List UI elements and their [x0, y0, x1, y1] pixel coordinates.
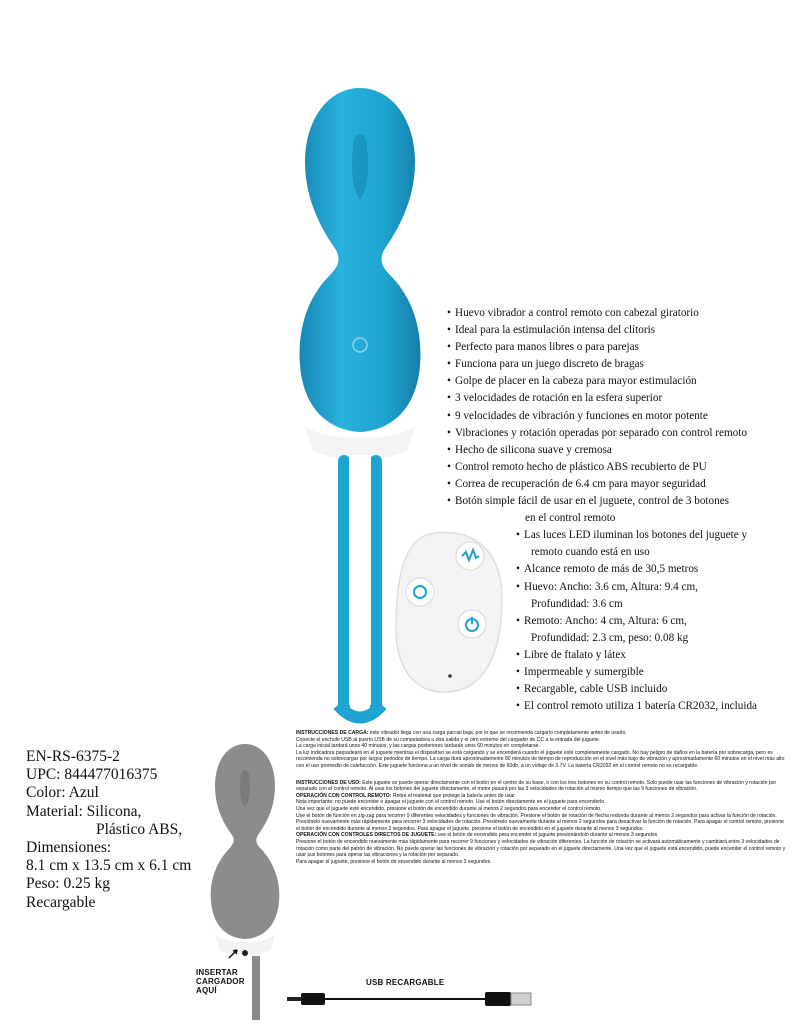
feature-text: Remoto: Ancho: 4 cm, Altura: 6 cm,: [524, 614, 687, 627]
charge-title: INSTRUCCIONES DE CARGA:: [296, 730, 369, 736]
feature-item: • Huevo vibrador a control remoto con cabezal giratorio: [447, 305, 797, 322]
usb-cable-image: [285, 985, 535, 1015]
rechargeable: Recargable: [26, 893, 96, 911]
feature-text-continued: en el control remoto: [525, 512, 616, 525]
feature-text: Botón simple fácil de usar en el juguete, control de 3 botones: [455, 495, 730, 508]
feature-item: • Funciona para un juego discreto de bragas: [447, 356, 797, 373]
color: Color: Azul: [26, 784, 99, 802]
direct-instructions: [296, 832, 786, 839]
remote-title: OPERACIÓN CON CONTROL REMOTO:: [296, 792, 392, 799]
use-instructions: [296, 780, 786, 793]
instruction-text: use el botón de encendido para encender el juguete presionándolo durante al menos 3 segundos.: [436, 832, 659, 839]
dimensions-label: Dimensiones:: [26, 839, 112, 857]
instruction-text: Este juguete se puede operar directamente con el botón en el centro de su base, o con los tres botones en su control remoto. Solo puede usar las funciones de vibración y rotación por separado con el control remoto. Al usar los botones del juguete directamente, el motor pasará por las 3 velocidades de rotación al mismo tiempo que las 9 funciones de vibración.: [296, 779, 777, 793]
feature-item: • Recargable, cable USB incluido: [447, 681, 797, 698]
feature-text-continued: Profundidad: 2.3 cm, peso: 0.08 kg: [531, 631, 689, 644]
feature-item: • Libre de ftalato y látex: [447, 647, 797, 664]
feature-item: • Golpe de placer en la cabeza para mayor estimulación: [447, 373, 797, 390]
feature-item: [447, 579, 797, 613]
feature-item: • Ideal para la estimulación intensa del clítoris: [447, 322, 797, 339]
instruction-text: Presione el botón de encendido nuevamente más rápidamente para recorrer 9 funciones y velocidades de vibración diferentes. La función de rotación se activará automáticamente y cambiará entre 3 velocidades de rotación como parte del patrón de vibración. No puede operar las funciones de vibración y rotación por separado en el juguete directamente. Una vez que el juguete está encendido, puede encender el control remoto y usar sus botones para operar las vibraciones y la rotación por separado.: [296, 838, 786, 859]
usb-label: USB RECARGABLE: [366, 978, 445, 987]
material: Material: Silicona,: [26, 802, 142, 820]
instruction-text: La carga inicial tardará unos 40 minutos, y las cargas posteriores tardarán unos 60 minutos en completarse.: [296, 743, 540, 750]
feature-text: Huevo: Ancho: 3.6 cm, Altura: 9.4 cm,: [524, 580, 699, 593]
upc: UPC: 844477016375: [26, 766, 158, 784]
charger-label: [196, 968, 245, 995]
feature-text: Las luces LED iluminan los botones del juguete y: [524, 529, 748, 542]
feature-item: • El control remoto utiliza 1 batería CR2032, incluida: [447, 698, 797, 715]
material-continued: Plástico ABS,: [96, 820, 183, 838]
instruction-text: Para apagar el juguete, presione el botón de encendido durante al menos 3 segundos.: [296, 858, 492, 865]
feature-item: • 9 velocidades de vibración y funciones en motor potente: [447, 408, 797, 425]
remote-instructions: [296, 793, 786, 800]
feature-item: • Impermeable y sumergible: [447, 664, 797, 681]
charger-label-line: INSERTAR: [196, 968, 238, 977]
instruction-text: Retire el material que protege la batería antes de usar.: [391, 792, 517, 799]
weight: Peso: 0.25 kg: [26, 875, 110, 893]
instruction-text: Use el botón de función en zig-zag para recorrer 9 diferentes velocidades y funciones de vibración. Presione el botón de rotación de flecha redonda durante al menos 2 segundos para activar la función de rotación. Presiónelo nuevamente más rápidamente para recorrer 3 velocidades de rotación. Presiónelo nuevamente durante al menos 2 segundos para desactivar la función de rotación. Para apagar el control remoto, presione el botón de encendido durante al menos 3 segundos. Para apagar el juguete, presione el botón de encendido en el juguete durante al menos 3 segundos.: [296, 812, 784, 832]
direct-title: OPERACIÓN CON CONTROLES DIRECTOS DE JUGUETE:: [296, 832, 437, 839]
dimensions-value: 8.1 cm x 13.5 cm x 6.1 cm: [26, 857, 192, 875]
feature-item: • Vibraciones y rotación operadas por separado con control remoto: [447, 425, 797, 442]
feature-item: • Correa de recuperación de 6.4 cm para mayor seguridad: [447, 476, 797, 493]
instruction-text: La luz indicadora parpadeará en el juguete mientras el dispositivo se está cargando y se encenderá cuando el juguete esté completamente cargado. No hay peligro de daños en la batería por sobrecarga, pero es recomienda no sobrecargar por largos periodos de tiempo. La carga dura aproximadamente 80 minutos de tiempo de reproducción en el nivel más bajo de vibración y aproximadamente 60 minutos en el nivel más alto con el uso promedio de calefacción. Este juguete funciona a un nivel de sonido de menos de 60db, a un voltaje de 3.7V. La batería CR2032 en el control remoto no es recargable.: [296, 749, 785, 769]
feature-text-continued: remoto cuando está en uso: [531, 546, 650, 559]
charge-instructions: [296, 730, 786, 737]
feature-item: [447, 527, 797, 561]
charger-label-line: CARGADOR: [196, 977, 245, 986]
charger-label-line: AQUÍ: [196, 986, 217, 995]
feature-text-continued: Profundidad: 3.6 cm: [531, 597, 623, 610]
instruction-text: Una vez que el juguete esté encendido, presione el botón de encendido durante al menos 2 segundos para encender el control remoto.: [296, 805, 602, 812]
feature-item: [447, 493, 797, 527]
instructions-block: [296, 730, 786, 865]
instruction-text: este vibrador llega con una carga parcial baja, por lo que se recomienda cargarlo completamente antes de usarlo.: [368, 730, 627, 736]
feature-item: • 3 velocidades de rotación en la esfera superior: [447, 390, 797, 407]
feature-list: [447, 305, 797, 715]
feature-item: • Perfecto para manos libres o para parejas: [447, 339, 797, 356]
instruction-text: Conecte el enchufe USB al puerto USB de su computadora u otra salida y el otro extremo del cargador de CC a la entrada del juguete.: [296, 736, 601, 743]
instruction-text: Nota importante: no puede encender o apagar el juguete con el control remoto. Use el botón directamente en el juguete para encenderlo.: [296, 799, 606, 806]
feature-item: [447, 613, 797, 647]
use-title: INSTRUCCIONES DE USO:: [296, 779, 361, 786]
feature-item: • Hecho de silicona suave y cremosa: [447, 442, 797, 459]
feature-item: • Alcance remoto de más de 30,5 metros: [447, 561, 797, 578]
sku: EN-RS-6375-2: [26, 748, 120, 765]
feature-item: • Control remoto hecho de plástico ABS recubierto de PU: [447, 459, 797, 476]
